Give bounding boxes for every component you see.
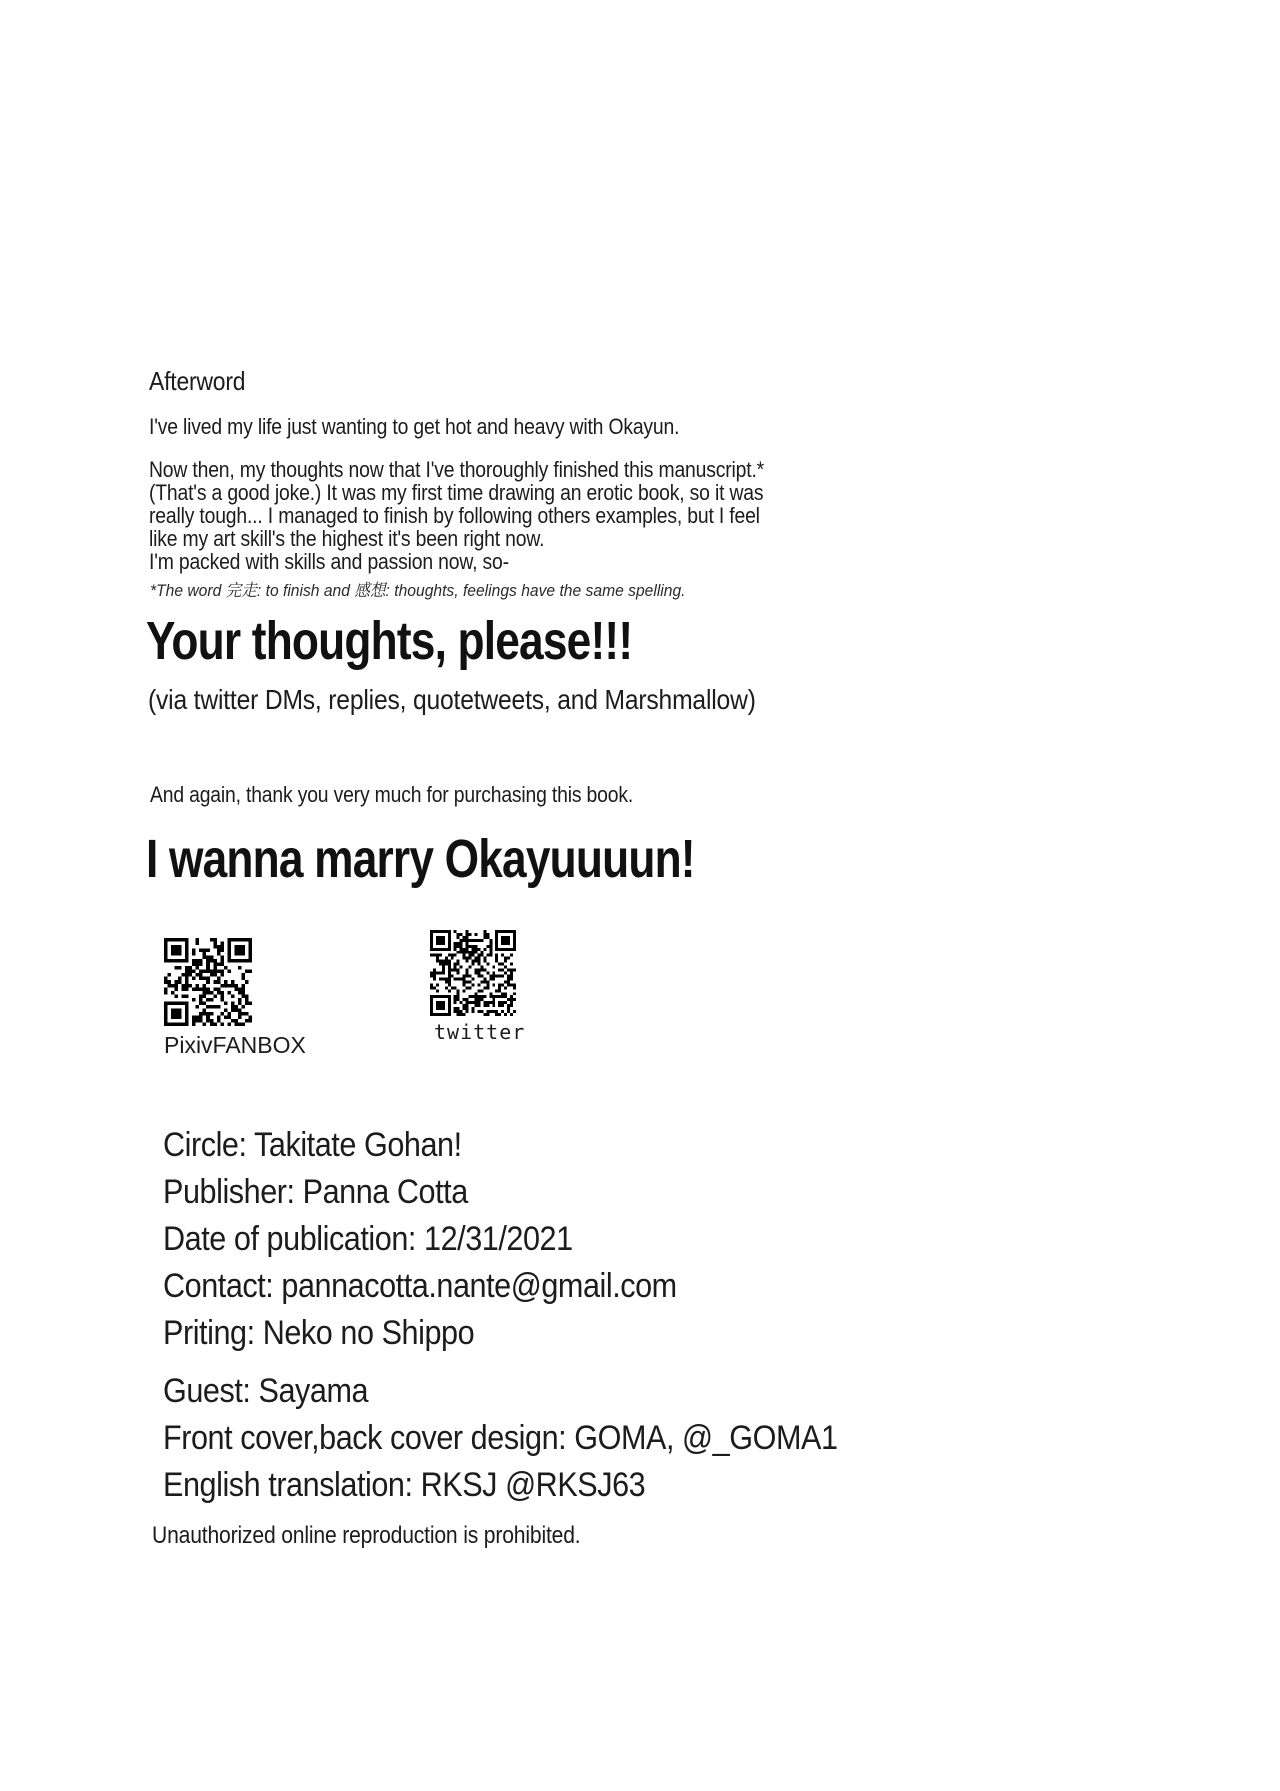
- credit-line-printing: Priting: Neko no Shippo: [163, 1314, 475, 1352]
- afterword-heading: Afterword: [149, 366, 246, 396]
- paragraph-line: really tough... I managed to finish by following others examples, but I feel: [149, 503, 760, 528]
- intro-line: I've lived my life just wanting to get hot and heavy with Okayun.: [149, 414, 680, 439]
- credit-line-publisher: Publisher: Panna Cotta: [163, 1173, 468, 1211]
- credit-line-circle: Circle: Takitate Gohan!: [163, 1126, 462, 1164]
- thoughts-headline: Your thoughts, please!!!: [146, 611, 633, 671]
- paragraph-line: I'm packed with skills and passion now, so-: [149, 549, 509, 574]
- thanks-line: And again, thank you very much for purchasing this book.: [150, 782, 634, 807]
- afterword-paragraph: [149, 458, 848, 573]
- pixiv-fanbox-qr-block: [164, 938, 306, 1059]
- pixiv-fanbox-qr-label: PixivFANBOX: [164, 1032, 306, 1058]
- pixiv-fanbox-qr-code: [164, 938, 252, 1026]
- translation-footnote: *The word 完走: to finish and 感想: thoughts, feelings have the same spelling.: [150, 581, 686, 600]
- twitter-qr-label: twitter: [434, 1020, 526, 1044]
- marry-headline: I wanna marry Okayuuuun!: [146, 829, 695, 889]
- credit-line-translation: English translation: RKSJ @RKSJ63: [163, 1466, 646, 1504]
- twitter-qr-block: [430, 930, 525, 1044]
- twitter-qr-code: [430, 930, 516, 1016]
- copyright-notice: Unauthorized online reproduction is prohibited.: [152, 1522, 581, 1549]
- credits-primary: [163, 1122, 677, 1357]
- paragraph-line: (That's a good joke.) It was my first time drawing an erotic book, so it was: [149, 480, 764, 505]
- credit-line-contact: Contact: pannacotta.nante@gmail.com: [163, 1267, 677, 1305]
- credit-line-publication-date: Date of publication: 12/31/2021: [163, 1220, 573, 1258]
- paragraph-line: like my art skill's the highest it's been right now.: [149, 526, 545, 551]
- thoughts-channels-subline: (via twitter DMs, replies, quotetweets, and Marshmallow): [148, 684, 756, 715]
- credit-line-guest: Guest: Sayama: [163, 1372, 369, 1410]
- credits-secondary: [163, 1368, 838, 1509]
- paragraph-line: Now then, my thoughts now that I've thoroughly finished this manuscript.*: [149, 457, 765, 482]
- credit-line-cover-design: Front cover,back cover design: GOMA, @_GOMA1: [163, 1419, 838, 1457]
